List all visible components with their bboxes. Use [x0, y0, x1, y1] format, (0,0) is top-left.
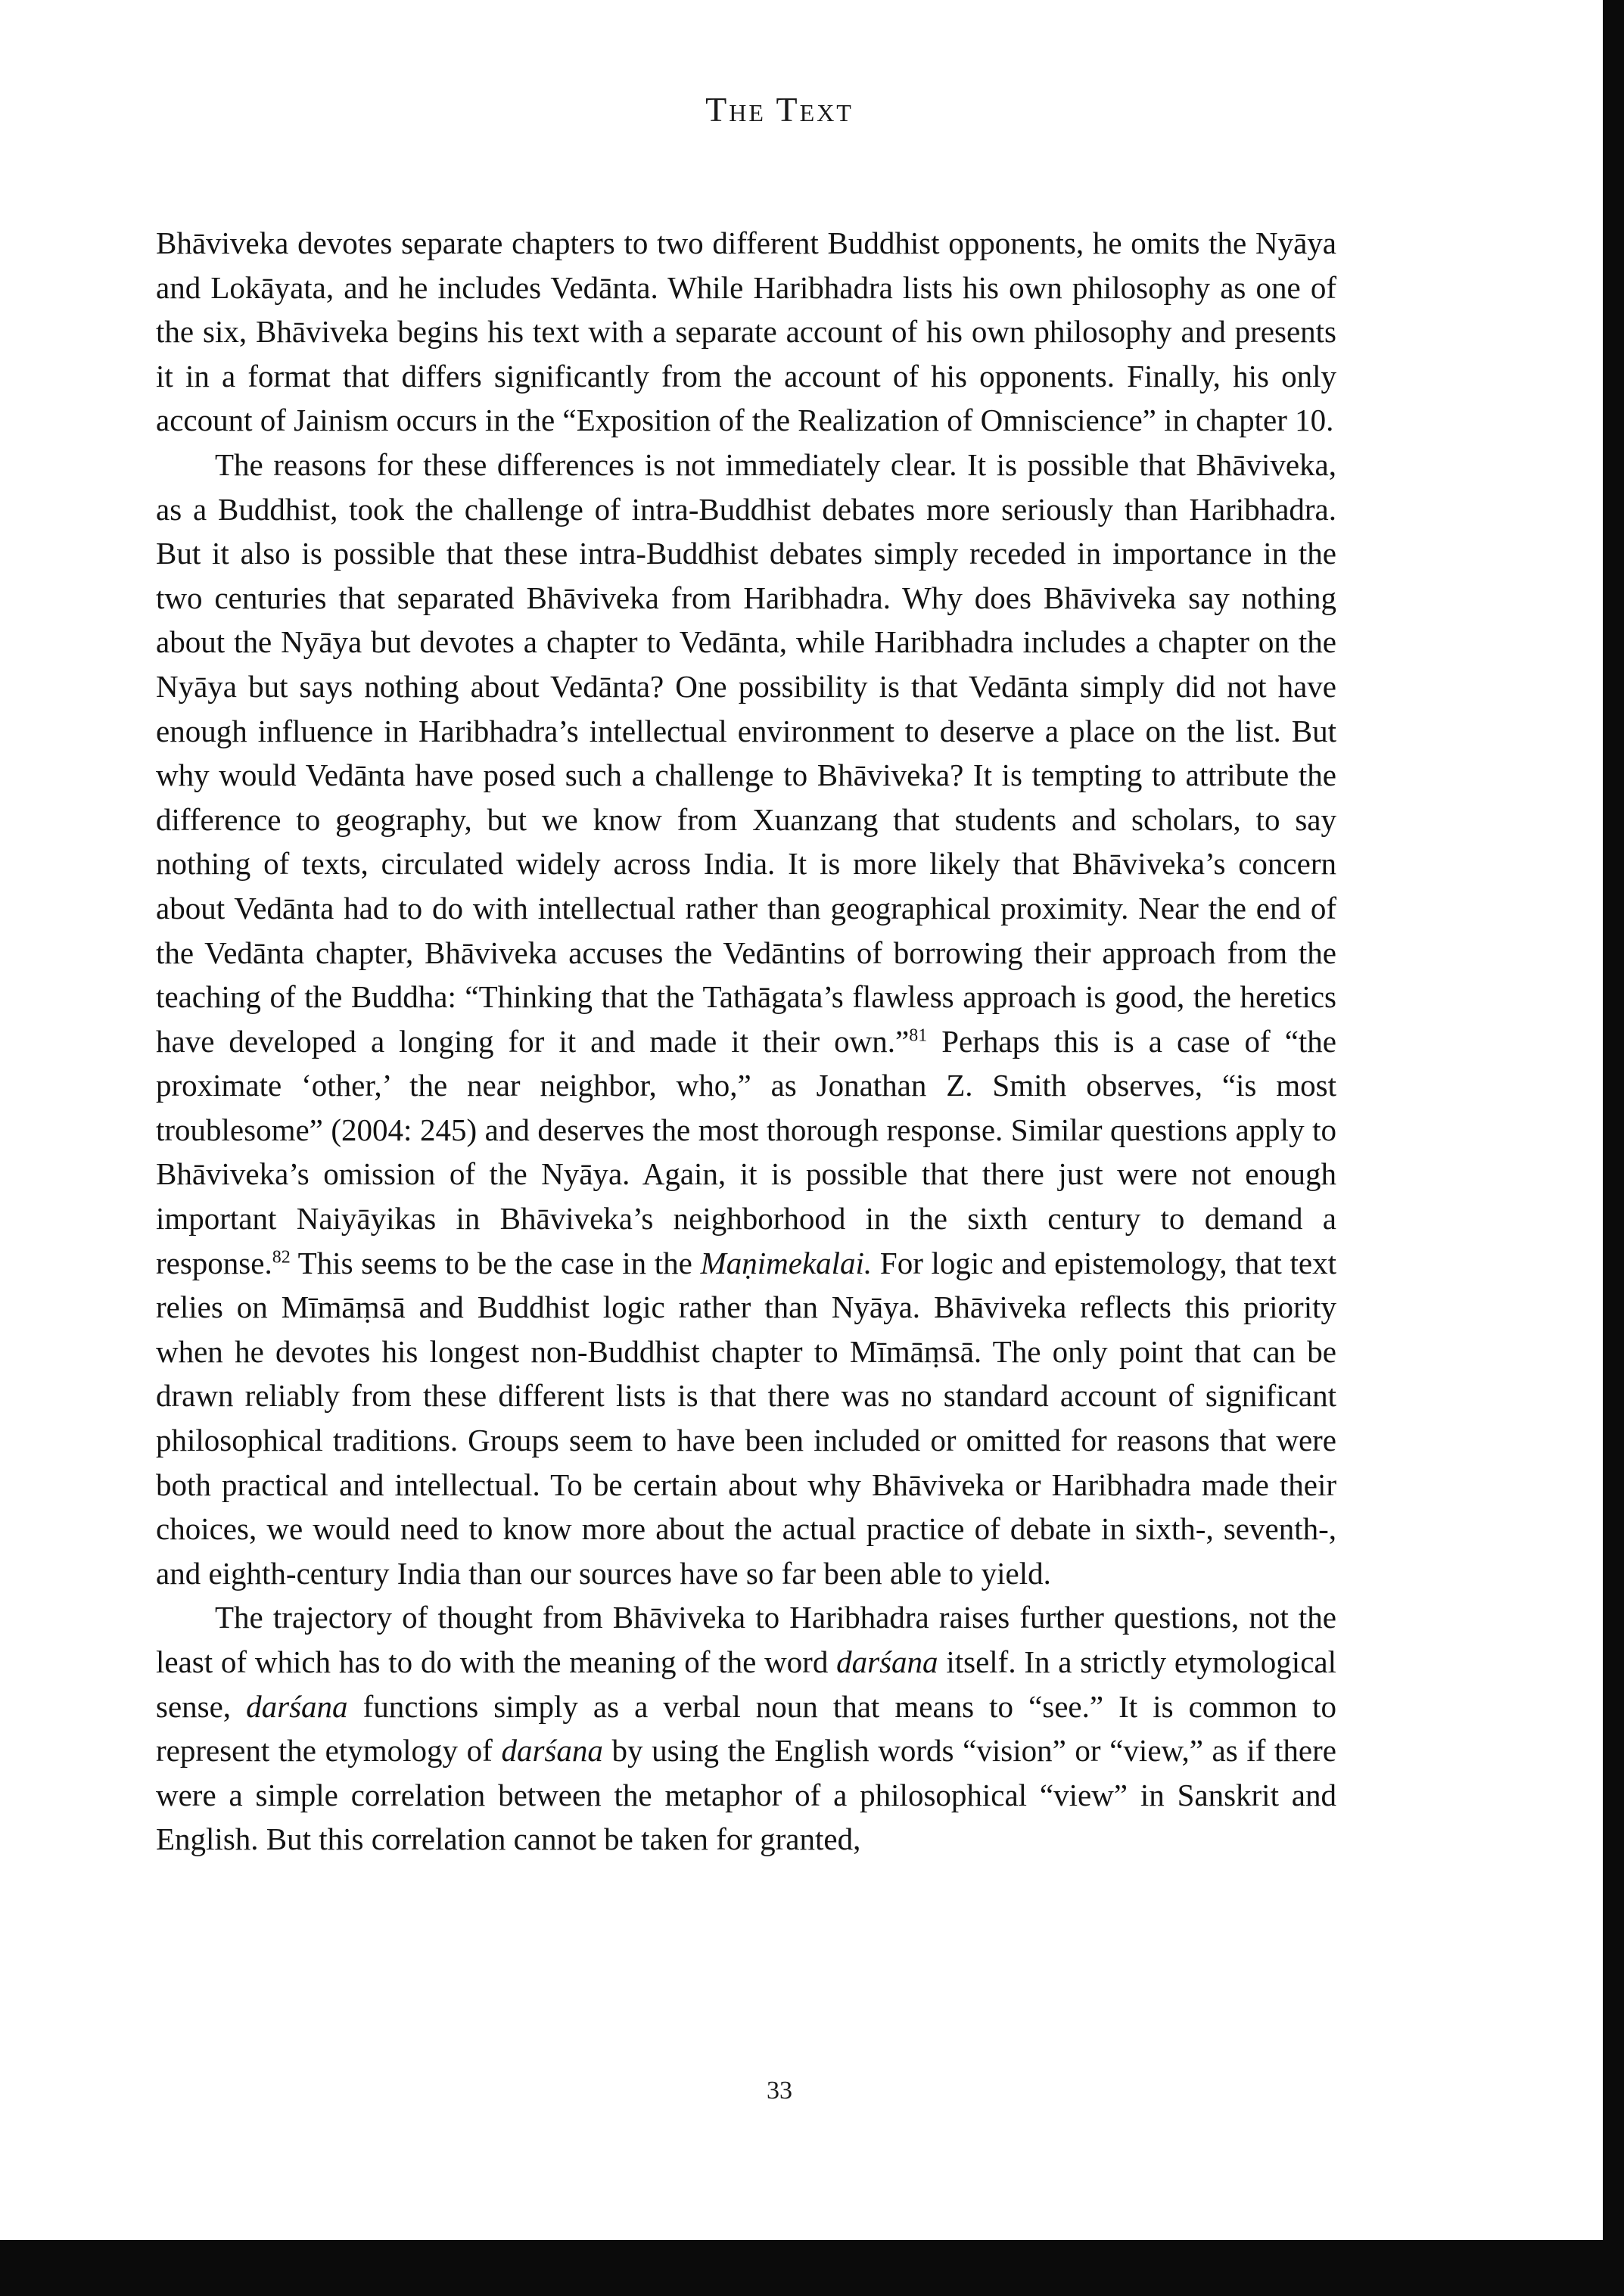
paragraph: [156, 221, 1336, 443]
paragraph: [156, 443, 1336, 1595]
scan-edge-bottom: [0, 2240, 1624, 2296]
text-segment: For logic and epistemology, that text relies on Mīmāṃsā and Buddhist logic rather than Nyāya. Bhāviveka reflects this priority when he devotes his longest non-Buddhist chapter to Mīmāṃsā. The only point that can be drawn reliably from these different lists is that there was no standard account of significant philosophical traditions. Groups seem to have been included or omitted for reasons that were both practical and intellectual. To be certain about why Bhāviveka or Haribhadra made their choices, we would need to know more about the actual practice of debate in sixth-, seventh-, and eighth-century India than our sources have so far been able to yield.: [156, 1245, 1336, 1591]
footnote-ref-81: 81: [909, 1025, 928, 1046]
text-segment: by using the English words “vision” or “view,” as if there were a simple correlation between the metaphor of a philosophical “view” in Sanskrit and English. But this correlation cannot be taken for granted,: [156, 1733, 1336, 1857]
running-head: The Text: [705, 90, 854, 129]
scan-edge-right: [1603, 0, 1624, 2296]
italic-term: darśana: [836, 1644, 938, 1679]
paragraph: [156, 1595, 1336, 1862]
italic-title: Maṇimekalai.: [700, 1245, 873, 1280]
text-segment: The trajectory of thought from Bhāviveka to Haribhadra raises further questions, not the least of which has to do with the meaning of the word: [156, 1600, 1336, 1679]
text-segment: The reasons for these differences is not immediately clear. It is possible that Bhāviveka, as a Buddhist, took the challenge of intra-Buddhist debates more seriously than Haribhadra. But it also is possible that these intra-Buddhist debates simply receded in importance in the two centuries that separated Bhāviveka from Haribhadra. Why does Bhāviveka say nothing about the Nyāya but devotes a chapter to Vedānta, while Haribhadra includes a chapter on the Nyāya but says nothing about Vedānta? One possibility is that Vedānta simply did not have enough influence in Haribhadra’s intellectual environment to deserve a place on the list. But why would Vedānta have posed such a challenge to Bhāviveka? It is tempting to attribute the difference to geography, but we know from Xuanzang that students and scholars, to say nothing of texts, circulated widely across India. It is more likely that Bhāviveka’s concern about Vedānta had to do with intellectual rather than geographical proximity. Near the end of the Vedānta chapter, Bhāviveka accuses the Vedāntins of borrowing their approach from the teaching of the Buddha: “Thinking that the Tathāgata’s flawless approach is good, the heretics have developed a longing for it and made it their own.”: [156, 446, 1336, 1059]
text-segment: Bhāviveka devotes separate chapters to two different Buddhist opponents, he omits the Nyāya and Lokāyata, and he includes Vedānta. While Haribhadra lists his own philosophy as one of the six, Bhāviveka begins his text with a separate account of his own philosophy and presents it in a format that differs significantly from the account of his opponents. Finally, his only account of Jainism occurs in the “Exposition of the Realization of Omniscience” in chapter 10.: [156, 226, 1336, 438]
italic-term: darśana: [501, 1733, 603, 1769]
text-segment: This seems to be the case in the: [290, 1245, 701, 1280]
footnote-ref-82: 82: [272, 1247, 291, 1267]
italic-term: darśana: [246, 1688, 348, 1724]
text-segment: functions simply as a verbal noun that means to “see.” It is common to represent the etymology of: [156, 1688, 1336, 1769]
text-segment: itself. In a strictly etymological sense,: [156, 1644, 1336, 1724]
page-number: 33: [767, 2077, 792, 2105]
text-segment: Perhaps this is a case of “the proximate ‘other,’ the near neighbor, who,” as Jonathan Z. Smith observes, “is most troublesome” (2004: 245) and deserves the most thorough response. Similar questions apply to Bhāviveka’s omission of the Nyāya. Again, it is possible that there just were not enough important Naiyāyikas in Bhāviveka’s neighborhood in the sixth century to demand a response.: [156, 1023, 1337, 1280]
body-text: [156, 221, 1336, 1862]
